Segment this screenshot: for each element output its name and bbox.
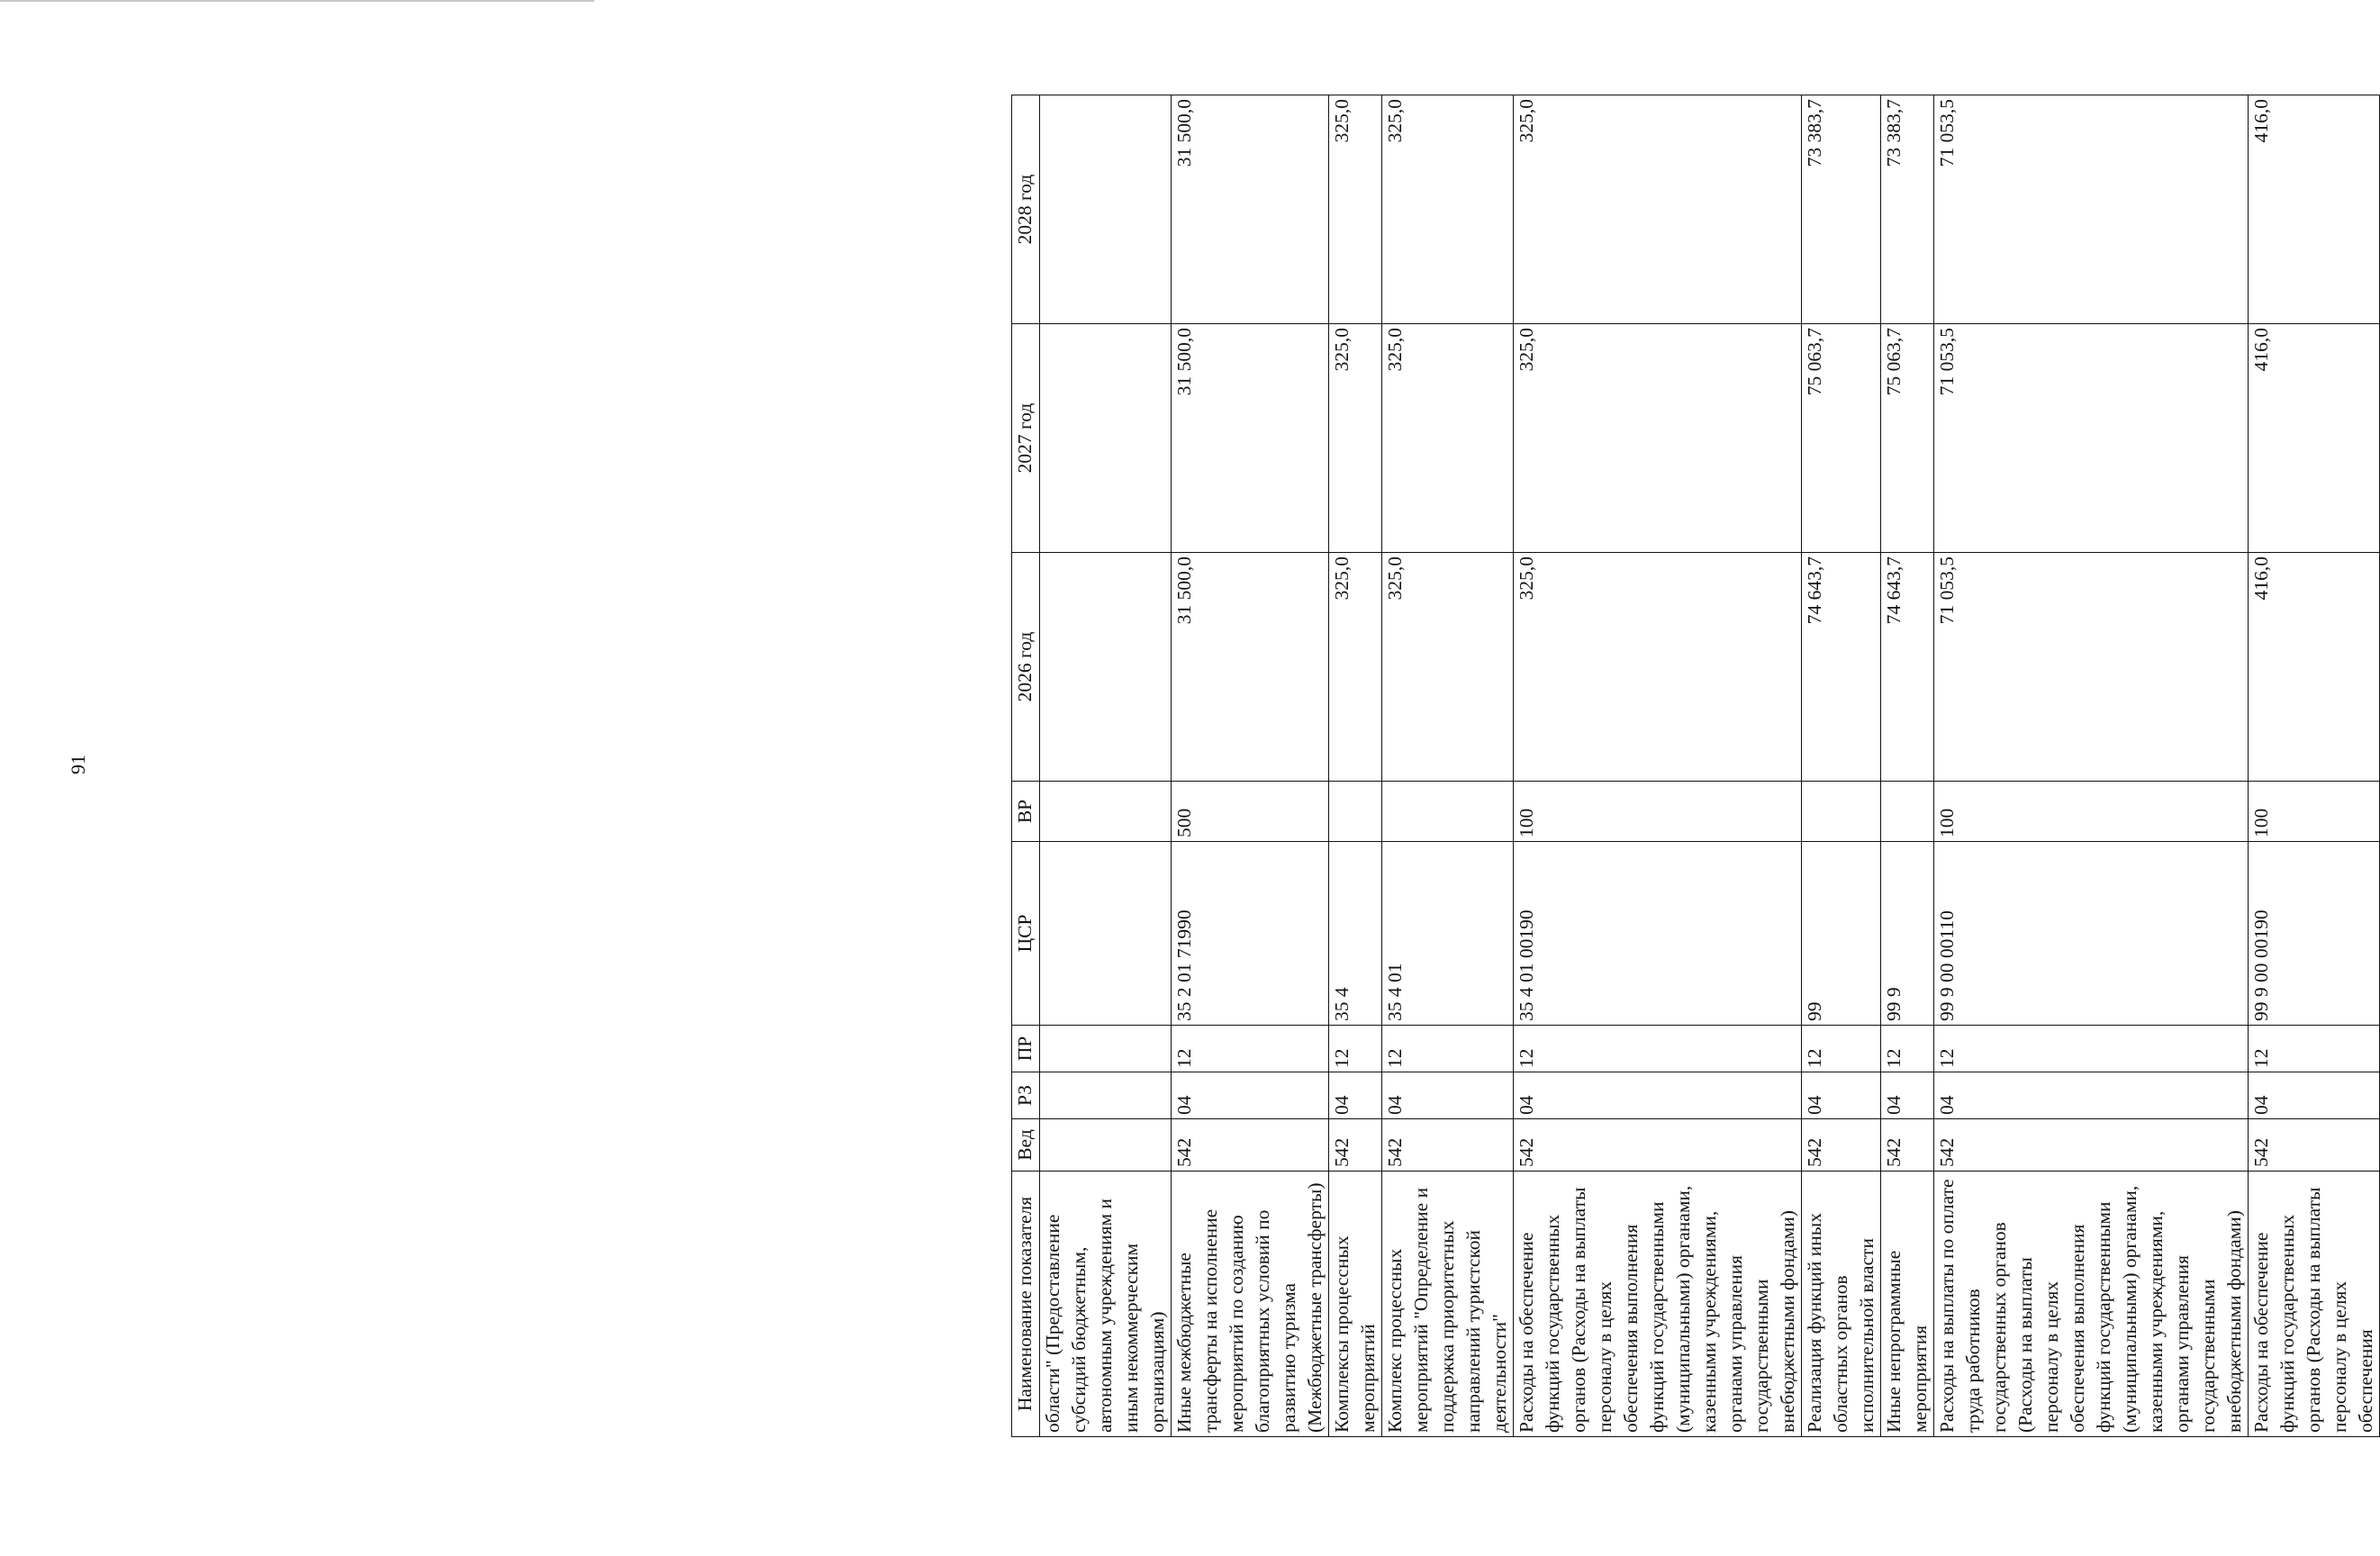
cell-ved [1040,1119,1172,1172]
cell-ved: 542 [1329,1119,1382,1172]
cell-2028: 71 053,5 [1934,95,2249,324]
cell-2027: 416,0 [2249,324,2380,553]
header-ved: Вед [1012,1119,1040,1172]
scan-edge-line [0,0,594,2]
cell-name: Расходы на выплаты по оплате труда работников государственных органов (Расходы на выплаты персоналу в целях обеспечения выполнения функций государственными (муниципальными) органами, казенными учреждениями, органами управления государственными внебюджетными фондами) [1934,1172,2249,1437]
cell-pr: 12 [1881,1026,1934,1072]
cell-2026: 71 053,5 [1934,553,2249,782]
cell-2026 [1040,553,1172,782]
cell-2028: 325,0 [1514,95,1802,324]
cell-name: области" (Предоставление субсидий бюджетным, автономным учреждениям и иным некоммерческим организациям) [1040,1172,1172,1437]
header-csr: ЦСР [1012,842,1040,1026]
cell-vr [1881,782,1934,842]
header-rz: РЗ [1012,1072,1040,1119]
page-number: 91 [67,755,89,774]
cell-2026: 416,0 [2249,553,2380,782]
cell-rz: 04 [1881,1072,1934,1119]
cell-csr: 99 9 [1881,842,1934,1026]
cell-2027: 31 500,0 [1172,324,1329,553]
cell-vr: 500 [1172,782,1329,842]
header-2027: 2027 год [1012,324,1040,553]
cell-name: Расходы на обеспечение функций государственных органов (Расходы на выплаты персоналу в целях обеспечения [2249,1172,2380,1437]
cell-2026: 74 643,7 [1802,553,1881,782]
cell-2026: 325,0 [1382,553,1514,782]
table-row [1802,95,1881,1437]
table-header-row [1012,95,1040,1437]
cell-vr: 100 [1514,782,1802,842]
cell-2027: 325,0 [1514,324,1802,553]
cell-vr [1382,782,1514,842]
cell-vr [1040,782,1172,842]
table-row [1514,95,1802,1437]
cell-2026: 74 643,7 [1881,553,1934,782]
cell-2028 [1040,95,1172,324]
cell-name: Расходы на обеспечение функций государственных органов (Расходы на выплаты персоналу в целях обеспечения выполнения функций государственными (муниципальными) органами, казенными учреждениями, органами управления государственными внебюджетными фондами) [1514,1172,1802,1437]
rotated-table-container [1011,95,2376,1437]
cell-vr: 100 [2249,782,2380,842]
cell-name: Реализация функций иных областных органов исполнительной власти [1802,1172,1881,1437]
cell-pr: 12 [1514,1026,1802,1072]
cell-2028: 416,0 [2249,95,2380,324]
cell-pr: 12 [1382,1026,1514,1072]
cell-rz [1040,1072,1172,1119]
cell-2027: 71 053,5 [1934,324,2249,553]
cell-2027 [1040,324,1172,553]
cell-2026: 325,0 [1514,553,1802,782]
cell-2026: 31 500,0 [1172,553,1329,782]
cell-2028: 73 383,7 [1802,95,1881,324]
cell-ved: 542 [1802,1119,1881,1172]
cell-vr [1802,782,1881,842]
header-name: Наименование показателя [1012,1172,1040,1437]
cell-ved: 542 [1881,1119,1934,1172]
cell-name: Комплекс процессных мероприятий "Определение и поддержка приоритетных направлений туристской деятельности" [1382,1172,1514,1437]
cell-2028: 31 500,0 [1172,95,1329,324]
cell-2027: 325,0 [1382,324,1514,553]
table-row [1382,95,1514,1437]
cell-pr: 12 [1934,1026,2249,1072]
header-pr: ПР [1012,1026,1040,1072]
cell-csr [1040,842,1172,1026]
cell-csr: 35 2 01 71990 [1172,842,1329,1026]
budget-table [1011,95,2380,1437]
table-row [1329,95,1382,1437]
cell-ved: 542 [1514,1119,1802,1172]
cell-name: Иные непрограммные мероприятия [1881,1172,1934,1437]
cell-rz: 04 [1934,1072,2249,1119]
cell-2028: 325,0 [1329,95,1382,324]
cell-2027: 75 063,7 [1802,324,1881,553]
cell-pr [1040,1026,1172,1072]
cell-csr: 99 [1802,842,1881,1026]
header-2028: 2028 год [1012,95,1040,324]
cell-rz: 04 [1802,1072,1881,1119]
cell-rz: 04 [1172,1072,1329,1119]
table-row [1881,95,1934,1437]
cell-ved: 542 [1934,1119,2249,1172]
table-row [2249,95,2380,1437]
cell-rz: 04 [2249,1072,2380,1119]
table-row [1934,95,2249,1437]
cell-2027: 325,0 [1329,324,1382,553]
cell-pr: 12 [1329,1026,1382,1072]
cell-rz: 04 [1382,1072,1514,1119]
cell-ved: 542 [2249,1119,2380,1172]
cell-csr: 35 4 [1329,842,1382,1026]
header-vr: ВР [1012,782,1040,842]
cell-csr: 99 9 00 00190 [2249,842,2380,1026]
header-2026: 2026 год [1012,553,1040,782]
cell-name: Иные межбюджетные трансферты на исполнение мероприятий по созданию благоприятных условий по развитию туризма (Межбюджетные трансферты) [1172,1172,1329,1437]
table-row [1040,95,1172,1437]
cell-2027: 75 063,7 [1881,324,1934,553]
cell-2028: 325,0 [1382,95,1514,324]
cell-ved: 542 [1172,1119,1329,1172]
cell-name: Комплексы процессных мероприятий [1329,1172,1382,1437]
cell-pr: 12 [1802,1026,1881,1072]
cell-csr: 99 9 00 00110 [1934,842,2249,1026]
cell-vr: 100 [1934,782,2249,842]
cell-vr [1329,782,1382,842]
cell-2028: 73 383,7 [1881,95,1934,324]
cell-rz: 04 [1514,1072,1802,1119]
cell-csr: 35 4 01 00190 [1514,842,1802,1026]
cell-rz: 04 [1329,1072,1382,1119]
table-row [1172,95,1329,1437]
cell-csr: 35 4 01 [1382,842,1514,1026]
cell-pr: 12 [2249,1026,2380,1072]
cell-2026: 325,0 [1329,553,1382,782]
cell-ved: 542 [1382,1119,1514,1172]
cell-pr: 12 [1172,1026,1329,1072]
